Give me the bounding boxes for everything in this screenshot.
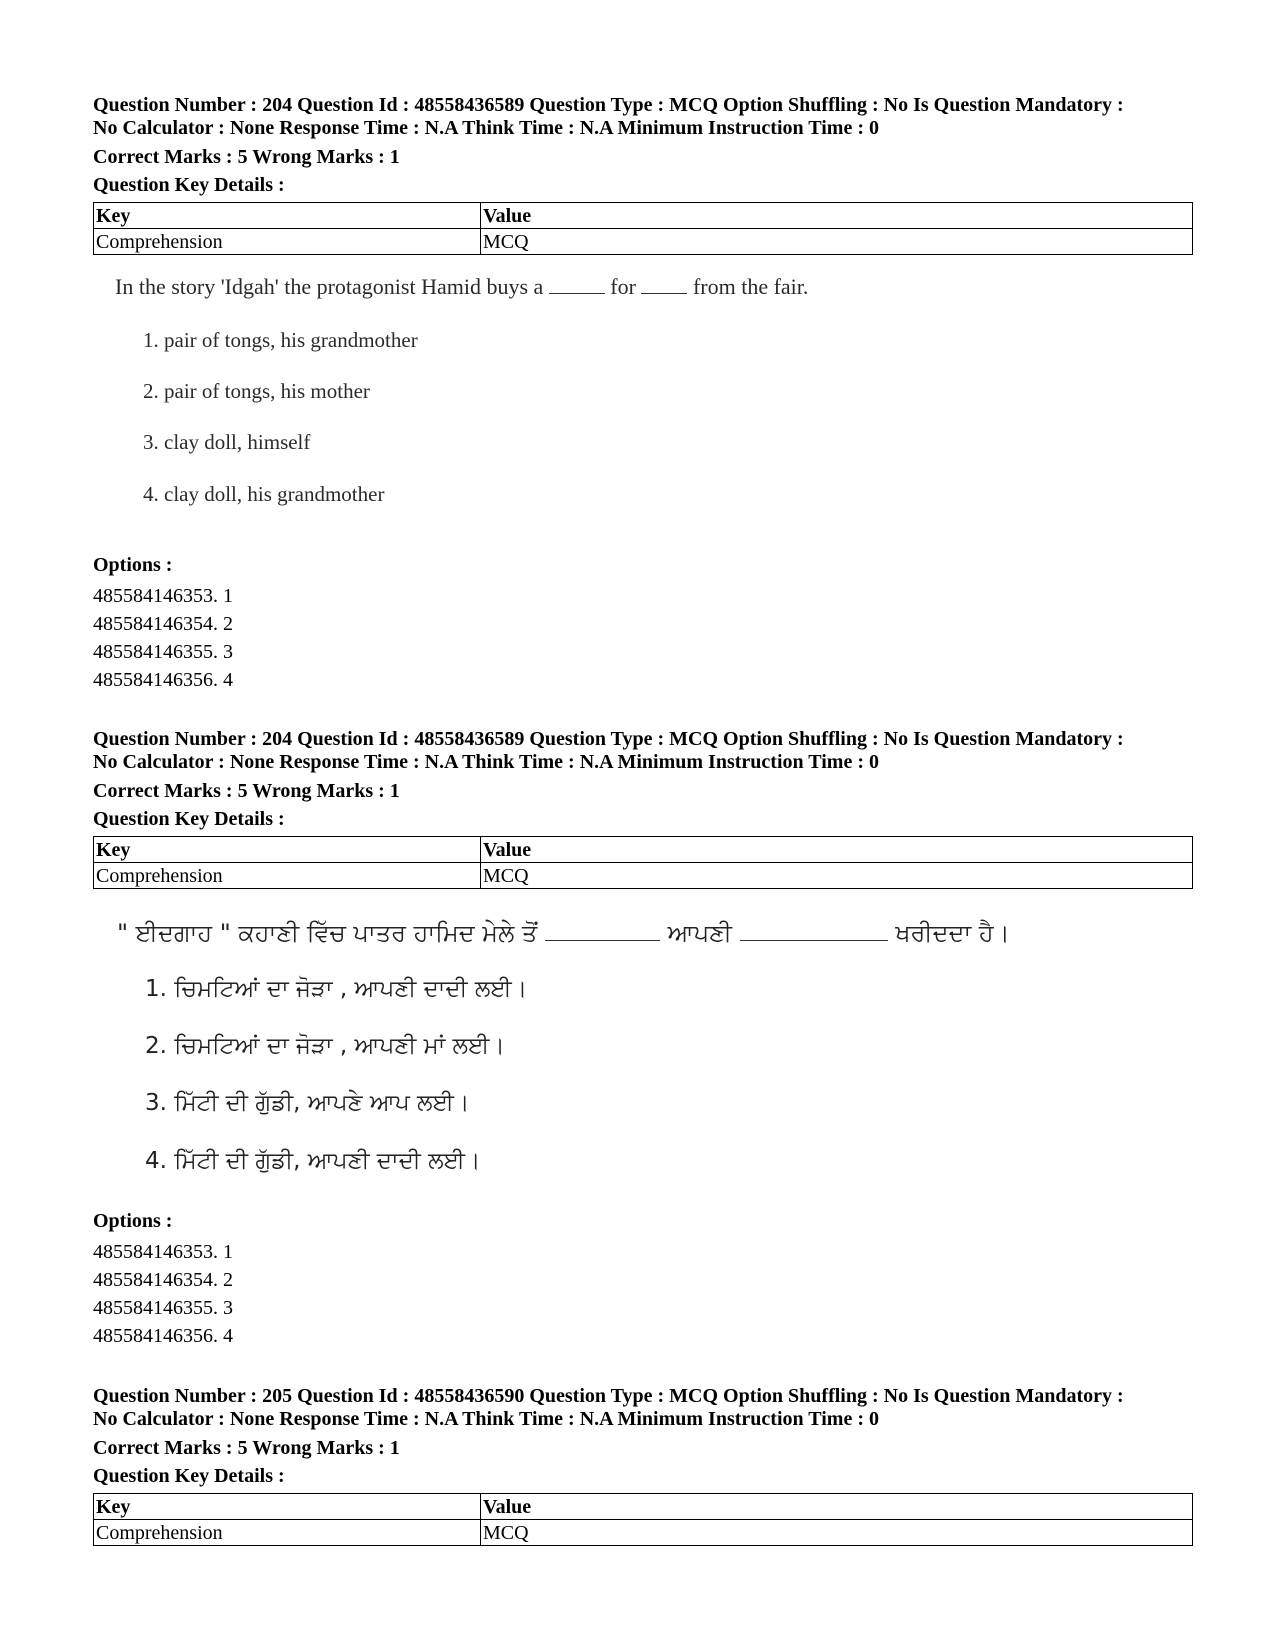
question-header-line-2: No Calculator : None Response Time : N.A Think Time : N.A Minimum Instruction Time : 0 — [93, 117, 879, 139]
option-item: 485584146354. 2 — [93, 613, 233, 635]
table-cell-value: MCQ — [481, 1520, 1193, 1546]
choice-item: 3. clay doll, himself — [143, 430, 311, 454]
key-details-label: Question Key Details : — [93, 808, 285, 830]
table-header-key: Key — [94, 837, 481, 863]
question-header — [93, 1385, 1193, 1431]
question-text-part-2: for — [610, 274, 636, 299]
option-item: 485584146353. 1 — [93, 585, 233, 607]
table-cell-key: Comprehension — [94, 229, 481, 255]
table-header-row — [94, 837, 1193, 863]
options-section-2 — [93, 1210, 1193, 1350]
table-header-value: Value — [481, 837, 1193, 863]
option-item: 485584146355. 3 — [93, 641, 233, 663]
table-row — [94, 229, 1193, 255]
question-image-punjabi — [117, 918, 1010, 1208]
choice-item: 4. clay doll, his grandmother — [143, 482, 385, 506]
table-header-row — [94, 1494, 1193, 1520]
key-details-table — [93, 1493, 1193, 1546]
question-header-line-1: Question Number : 204 Question Id : 48558436589 Question Type : MCQ Option Shuffling : No Is Question Mandatory : — [93, 728, 1124, 750]
table-cell-value: MCQ — [481, 863, 1193, 889]
question-header — [93, 94, 1193, 140]
question-text-part-3: from the fair. — [692, 274, 809, 299]
marks-line: Correct Marks : 5 Wrong Marks : 1 — [93, 780, 400, 802]
choice-item: 2. ਚਿਮਟਿਆਂ ਦਾ ਜੋੜਾ , ਆਪਣੀ ਮਾਂ ਲਈ। — [145, 1033, 505, 1059]
question-text-part-3: ਖਰੀਦਦਾ ਹੈ। — [895, 919, 1010, 947]
option-item: 485584146353. 1 — [93, 1241, 233, 1263]
table-row — [94, 1520, 1193, 1546]
key-details-table — [93, 836, 1193, 889]
marks-line: Correct Marks : 5 Wrong Marks : 1 — [93, 146, 400, 168]
choice-item: 2. pair of tongs, his mother — [143, 379, 370, 403]
marks-line: Correct Marks : 5 Wrong Marks : 1 — [93, 1437, 400, 1459]
key-details-label: Question Key Details : — [93, 1465, 285, 1487]
option-item: 485584146354. 2 — [93, 1269, 233, 1291]
table-row — [94, 863, 1193, 889]
option-item: 485584146356. 4 — [93, 1325, 233, 1347]
table-header-key: Key — [94, 203, 481, 229]
table-header-row — [94, 203, 1193, 229]
table-header-value: Value — [481, 203, 1193, 229]
option-item: 485584146355. 3 — [93, 1297, 233, 1319]
question-block-3 — [93, 1385, 1193, 1546]
question-header-line-1: Question Number : 205 Question Id : 48558436590 Question Type : MCQ Option Shuffling : No Is Question Mandatory : — [93, 1385, 1124, 1407]
question-block-2 — [93, 728, 1193, 889]
table-header-key: Key — [94, 1494, 481, 1520]
question-text-part-1: " ਈਦਗਾਹ " ਕਹਾਣੀ ਵਿੱਚ ਪਾਤਰ ਹਾਮਿਦ ਮੇਲੇ ਤੋਂ — [117, 919, 538, 947]
options-section-1 — [93, 554, 1193, 694]
option-item: 485584146356. 4 — [93, 669, 233, 691]
choice-item: 4. ਮਿੱਟੀ ਦੀ ਗੁੱਡੀ, ਆਪਣੀ ਦਾਦੀ ਲਈ। — [145, 1148, 481, 1174]
question-header — [93, 728, 1193, 774]
answer-blank-1 — [545, 924, 660, 941]
table-header-value: Value — [481, 1494, 1193, 1520]
key-details-label: Question Key Details : — [93, 174, 285, 196]
question-header-line-1: Question Number : 204 Question Id : 48558436589 Question Type : MCQ Option Shuffling : No Is Question Mandatory : — [93, 94, 1124, 116]
question-header-line-2: No Calculator : None Response Time : N.A Think Time : N.A Minimum Instruction Time : 0 — [93, 1408, 879, 1430]
table-cell-key: Comprehension — [94, 863, 481, 889]
table-cell-key: Comprehension — [94, 1520, 481, 1546]
question-block-1 — [93, 94, 1193, 255]
answer-blank-2 — [740, 924, 888, 941]
choice-item: 1. ਚਿਮਟਿਆਂ ਦਾ ਜੋੜਾ , ਆਪਣੀ ਦਾਦੀ ਲਈ। — [145, 976, 528, 1002]
question-header-line-2: No Calculator : None Response Time : N.A Think Time : N.A Minimum Instruction Time : 0 — [93, 751, 879, 773]
choice-item: 1. pair of tongs, his grandmother — [143, 328, 418, 352]
question-image-english — [115, 274, 875, 524]
table-cell-value: MCQ — [481, 229, 1193, 255]
key-details-table — [93, 202, 1193, 255]
options-label: Options : — [93, 554, 173, 576]
question-text-part-2: ਆਪਣੀ — [667, 919, 733, 947]
question-text-part-1: In the story 'Idgah' the protagonist Hamid buys a — [115, 274, 544, 299]
options-label: Options : — [93, 1210, 173, 1232]
answer-blank-2 — [641, 277, 687, 294]
choice-item: 3. ਮਿੱਟੀ ਦੀ ਗੁੱਡੀ, ਆਪਣੇ ਆਪ ਲਈ। — [145, 1090, 470, 1116]
question-text — [117, 918, 1010, 948]
answer-blank-1 — [549, 277, 605, 294]
question-text — [115, 274, 808, 300]
